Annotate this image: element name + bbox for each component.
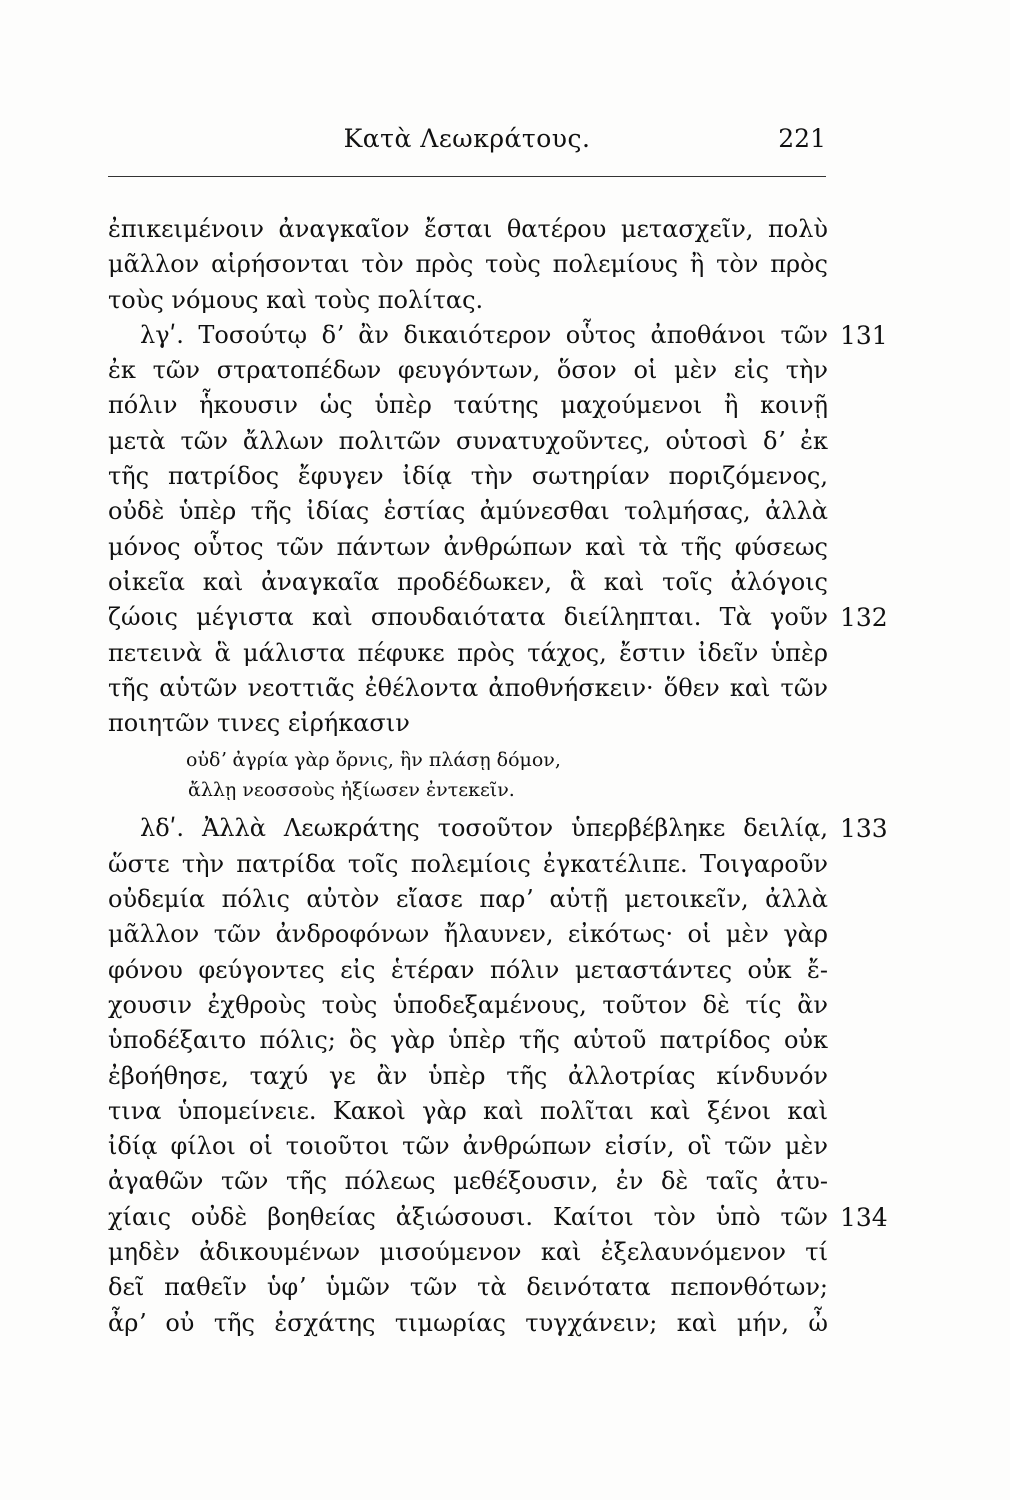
text-line (108, 882, 828, 917)
section-margin-number: 131 (840, 320, 888, 350)
text-line (108, 917, 828, 952)
running-head (108, 124, 826, 164)
text-line (108, 494, 828, 529)
line-text: ὥστε τὴν πατρίδα τοῖς πολεμίοις ἐγκατέλιπε. Τοιγαροῦν (108, 849, 828, 878)
text-line (108, 706, 828, 741)
line-text: ὑποδέξαιτο πόλις; ὃς γὰρ ὑπὲρ τῆς αὑτοῦ πατρίδος οὐκ (108, 1026, 828, 1055)
line-text: μετὰ τῶν ἄλλων πολιτῶν συνατυχοῦντες, οὑτοσὶ δʼ ἐκ (108, 426, 828, 455)
line-text: δεῖ παθεῖν ὑφʼ ὑμῶν τῶν τὰ δεινότατα πεπονθότων; (108, 1273, 828, 1302)
line-text: οὐδεμία πόλις αὐτὸν εἴασε παρʼ αὑτῇ μετοικεῖν, ἀλλὰ (108, 885, 828, 914)
text-line (108, 283, 828, 318)
running-title: Κατὰ Λεωκράτους. (343, 124, 591, 153)
text-line (108, 1235, 828, 1270)
text-line (108, 636, 828, 671)
line-text: ἆρʼ οὐ τῆς ἐσχάτης τιμωρίας τυγχάνειν; καὶ μήν, ὦ (108, 1308, 828, 1337)
line-text: οὐδʼ ἀγρία γὰρ ὄρνις, ἣν πλάσῃ δόμον, (186, 749, 561, 772)
text-line (108, 353, 828, 388)
line-text: ἐβοήθησε, ταχύ γε ἂν ὑπὲρ τῆς ἀλλοτρίας κίνδυνόν (108, 1061, 828, 1090)
text-line (108, 1023, 828, 1058)
section-margin-number: 134 (840, 1202, 888, 1232)
line-text: χίαις οὐδὲ βοηθείας ἀξιώσουσι. Καίτοι τὸν ὑπὸ τῶν (108, 1202, 828, 1231)
text-line (108, 1270, 828, 1305)
body-text (108, 212, 888, 1341)
line-text: φόνου φεύγοντες εἰς ἑτέραν πόλιν μεταστάντες οὐκ ἔ- (108, 955, 828, 984)
section-margin-number: 132 (840, 603, 888, 633)
text-line (108, 459, 828, 494)
line-text: μᾶλλον τῶν ἀνδροφόνων ἤλαυνεν, εἰκότως· οἱ μὲν γὰρ (108, 920, 828, 949)
line-text: μηδὲν ἀδικουμένων μισούμενον καὶ ἐξελαυνόμενον τί (108, 1238, 828, 1267)
line-text: ἐπικειμένοιν ἀναγκαῖον ἔσται θατέρου μετασχεῖν, πολὺ (108, 215, 828, 243)
line-text: μᾶλλον αἱρήσονται τὸν πρὸς τοὺς πολεμίους ἢ τὸν πρὸς (108, 250, 828, 279)
text-line (108, 988, 828, 1023)
line-text: τινα ὑπομείνειε. Κακοὶ γὰρ καὶ πολῖται καὶ ξένοι καὶ (108, 1096, 828, 1125)
text-line (108, 1164, 828, 1199)
line-text: ζώοις μέγιστα καὶ σπουδαιότατα διείληπται. Τὰ γοῦν (108, 603, 828, 632)
line-text: ἰδίᾳ φίλοι οἱ τοιοῦτοι τῶν ἀνθρώπων εἰσίν, οἳ τῶν μὲν (108, 1132, 828, 1161)
text-line (108, 212, 828, 247)
line-text: πόλιν ἧκουσιν ὡς ὑπὲρ ταύτης μαχούμενοι ἢ κοινῇ (108, 391, 828, 420)
line-text: τῆς αὑτῶν νεοττιᾶς ἐθέλοντα ἀποθνήσκειν· ὅθεν καὶ τῶν (108, 673, 828, 702)
text-line (108, 1306, 828, 1341)
line-text: ποιητῶν τινες εἰρήκασιν (108, 709, 410, 738)
line-text: οἰκεῖα καὶ ἀναγκαῖα προδέδωκεν, ἃ καὶ τοῖς ἀλόγοις (108, 567, 828, 596)
text-line (108, 847, 828, 882)
text-line (108, 1129, 828, 1164)
text-line (108, 953, 828, 988)
text-line (108, 1059, 828, 1094)
section-margin-number: 133 (840, 814, 888, 844)
text-line (108, 530, 828, 565)
text-line (108, 1200, 888, 1235)
line-text: τῆς πατρίδος ἔφυγεν ἰδίᾳ τὴν σωτηρίαν ποριζόμενος, (108, 462, 828, 491)
line-text: χουσιν ἐχθροὺς τοὺς ὑποδεξαμένους, τοῦτον δὲ τίς ἂν (108, 990, 828, 1019)
text-line (108, 318, 888, 353)
line-text: ἄλλῃ νεοσσοὺς ἠξίωσεν ἐντεκεῖν. (188, 779, 515, 802)
line-text: πετεινὰ ἃ μάλιστα πέφυκε πρὸς τάχος, ἔστιν ἰδεῖν ὑπὲρ (108, 638, 828, 667)
text-line (108, 388, 828, 423)
text-line (108, 1094, 828, 1129)
text-line (108, 671, 828, 706)
line-text: λδʹ. Ἀλλὰ Λεωκράτης τοσοῦτον ὑπερβέβληκε δειλίᾳ, (140, 814, 828, 843)
text-line (108, 424, 828, 459)
header-rule (108, 176, 826, 177)
text-line (108, 247, 828, 282)
line-text: τοὺς νόμους καὶ τοὺς πολίτας. (108, 285, 484, 314)
line-text: ἀγαθῶν τῶν τῆς πόλεως μεθέξουσιν, ἐν δὲ ταῖς ἀτυ- (108, 1167, 828, 1196)
line-text: οὐδὲ ὑπὲρ τῆς ἰδίας ἑστίας ἀμύνεσθαι τολμήσας, ἀλλὰ (108, 497, 828, 526)
line-text: λγʹ. Τοσούτῳ δʼ ἂν δικαιότερον οὗτος ἀποθάνοι τῶν (140, 320, 828, 349)
line-text: μόνος οὗτος τῶν πάντων ἀνθρώπων καὶ τὰ τῆς φύσεως (108, 532, 828, 561)
text-line (108, 600, 888, 635)
text-line (108, 565, 828, 600)
verse-line (108, 775, 828, 805)
text-line (108, 811, 888, 846)
page-number: 221 (778, 124, 826, 153)
line-text: ἐκ τῶν στρατοπέδων φευγόντων, ὅσον οἱ μὲν εἰς τὴν (108, 356, 828, 385)
verse-line (108, 745, 828, 775)
